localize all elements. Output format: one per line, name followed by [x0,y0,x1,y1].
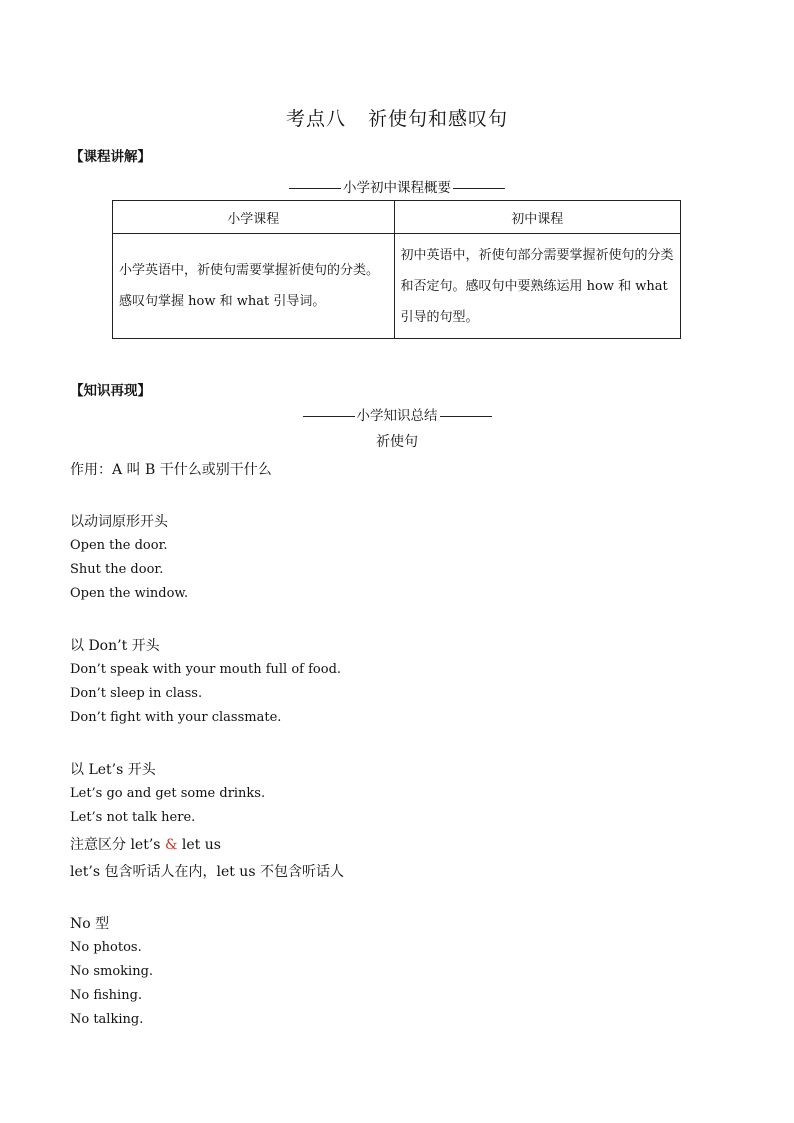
list-item: Don’t speak with your mouth full of food. [70,662,342,677]
title-part-1: 考点八 [285,108,346,130]
page-title [0,104,794,131]
list-item: Let’s not talk here. [70,810,196,825]
group-heading-dont: 以 Don’t 开头 [70,638,160,654]
list-item: No photos. [70,940,142,955]
list-item: No talking. [70,1012,144,1027]
group-heading-no: No 型 [70,916,110,932]
list-item: Shut the door. [70,562,164,577]
list-item: Open the window. [70,586,189,601]
list-item: Don’t sleep in class. [70,686,203,701]
group-heading-lets: 以 Let’s 开头 [70,762,156,778]
lets-explanation: let’s 包含听话人在内，let us 不包含听话人 [70,864,344,880]
overview-heading-text: 小学初中课程概要 [343,180,451,196]
summary-heading-text: 小学知识总结 [356,408,438,424]
topic-label: 祈使句 [376,434,418,450]
table-header-row [113,201,681,234]
dash-right [453,188,505,189]
table-row [113,234,681,339]
summary-heading [0,404,794,424]
section-heading-lecture: 【课程讲解】 [70,149,151,165]
section-heading-knowledge: 【知识再现】 [70,383,151,399]
dash-left [289,188,341,189]
list-item: No smoking. [70,964,154,979]
dash-right [440,416,492,417]
list-item: Open the door. [70,538,168,553]
table-header-junior: 初中课程 [394,201,681,234]
course-overview-table [112,200,681,339]
dash-left [303,416,355,417]
lets-note-suffix: let us [177,837,221,853]
list-item: No fishing. [70,988,143,1003]
group-heading-verb: 以动词原形开头 [70,514,168,530]
table-header-primary: 小学课程 [113,201,395,234]
table-cell-primary: 小学英语中，祈使句需要掌握祈使句的分类。感叹句掌握 how 和 what 引导词。 [113,234,395,339]
list-item: Let’s go and get some drinks. [70,786,266,801]
list-item: Don’t fight with your classmate. [70,710,282,725]
title-part-2: 祈使句和感叹句 [368,108,509,130]
function-line: 作用：A 叫 B 干什么或别干什么 [70,462,272,478]
lets-note-prefix: 注意区分 let’s [70,837,165,853]
table-cell-junior: 初中英语中，祈使句部分需要掌握祈使句的分类和否定句。感叹句中要熟练运用 how 和 what 引导的句型。 [394,234,681,339]
lets-note [70,834,221,854]
overview-heading [0,176,794,196]
lets-note-ampersand: & [164,837,178,853]
